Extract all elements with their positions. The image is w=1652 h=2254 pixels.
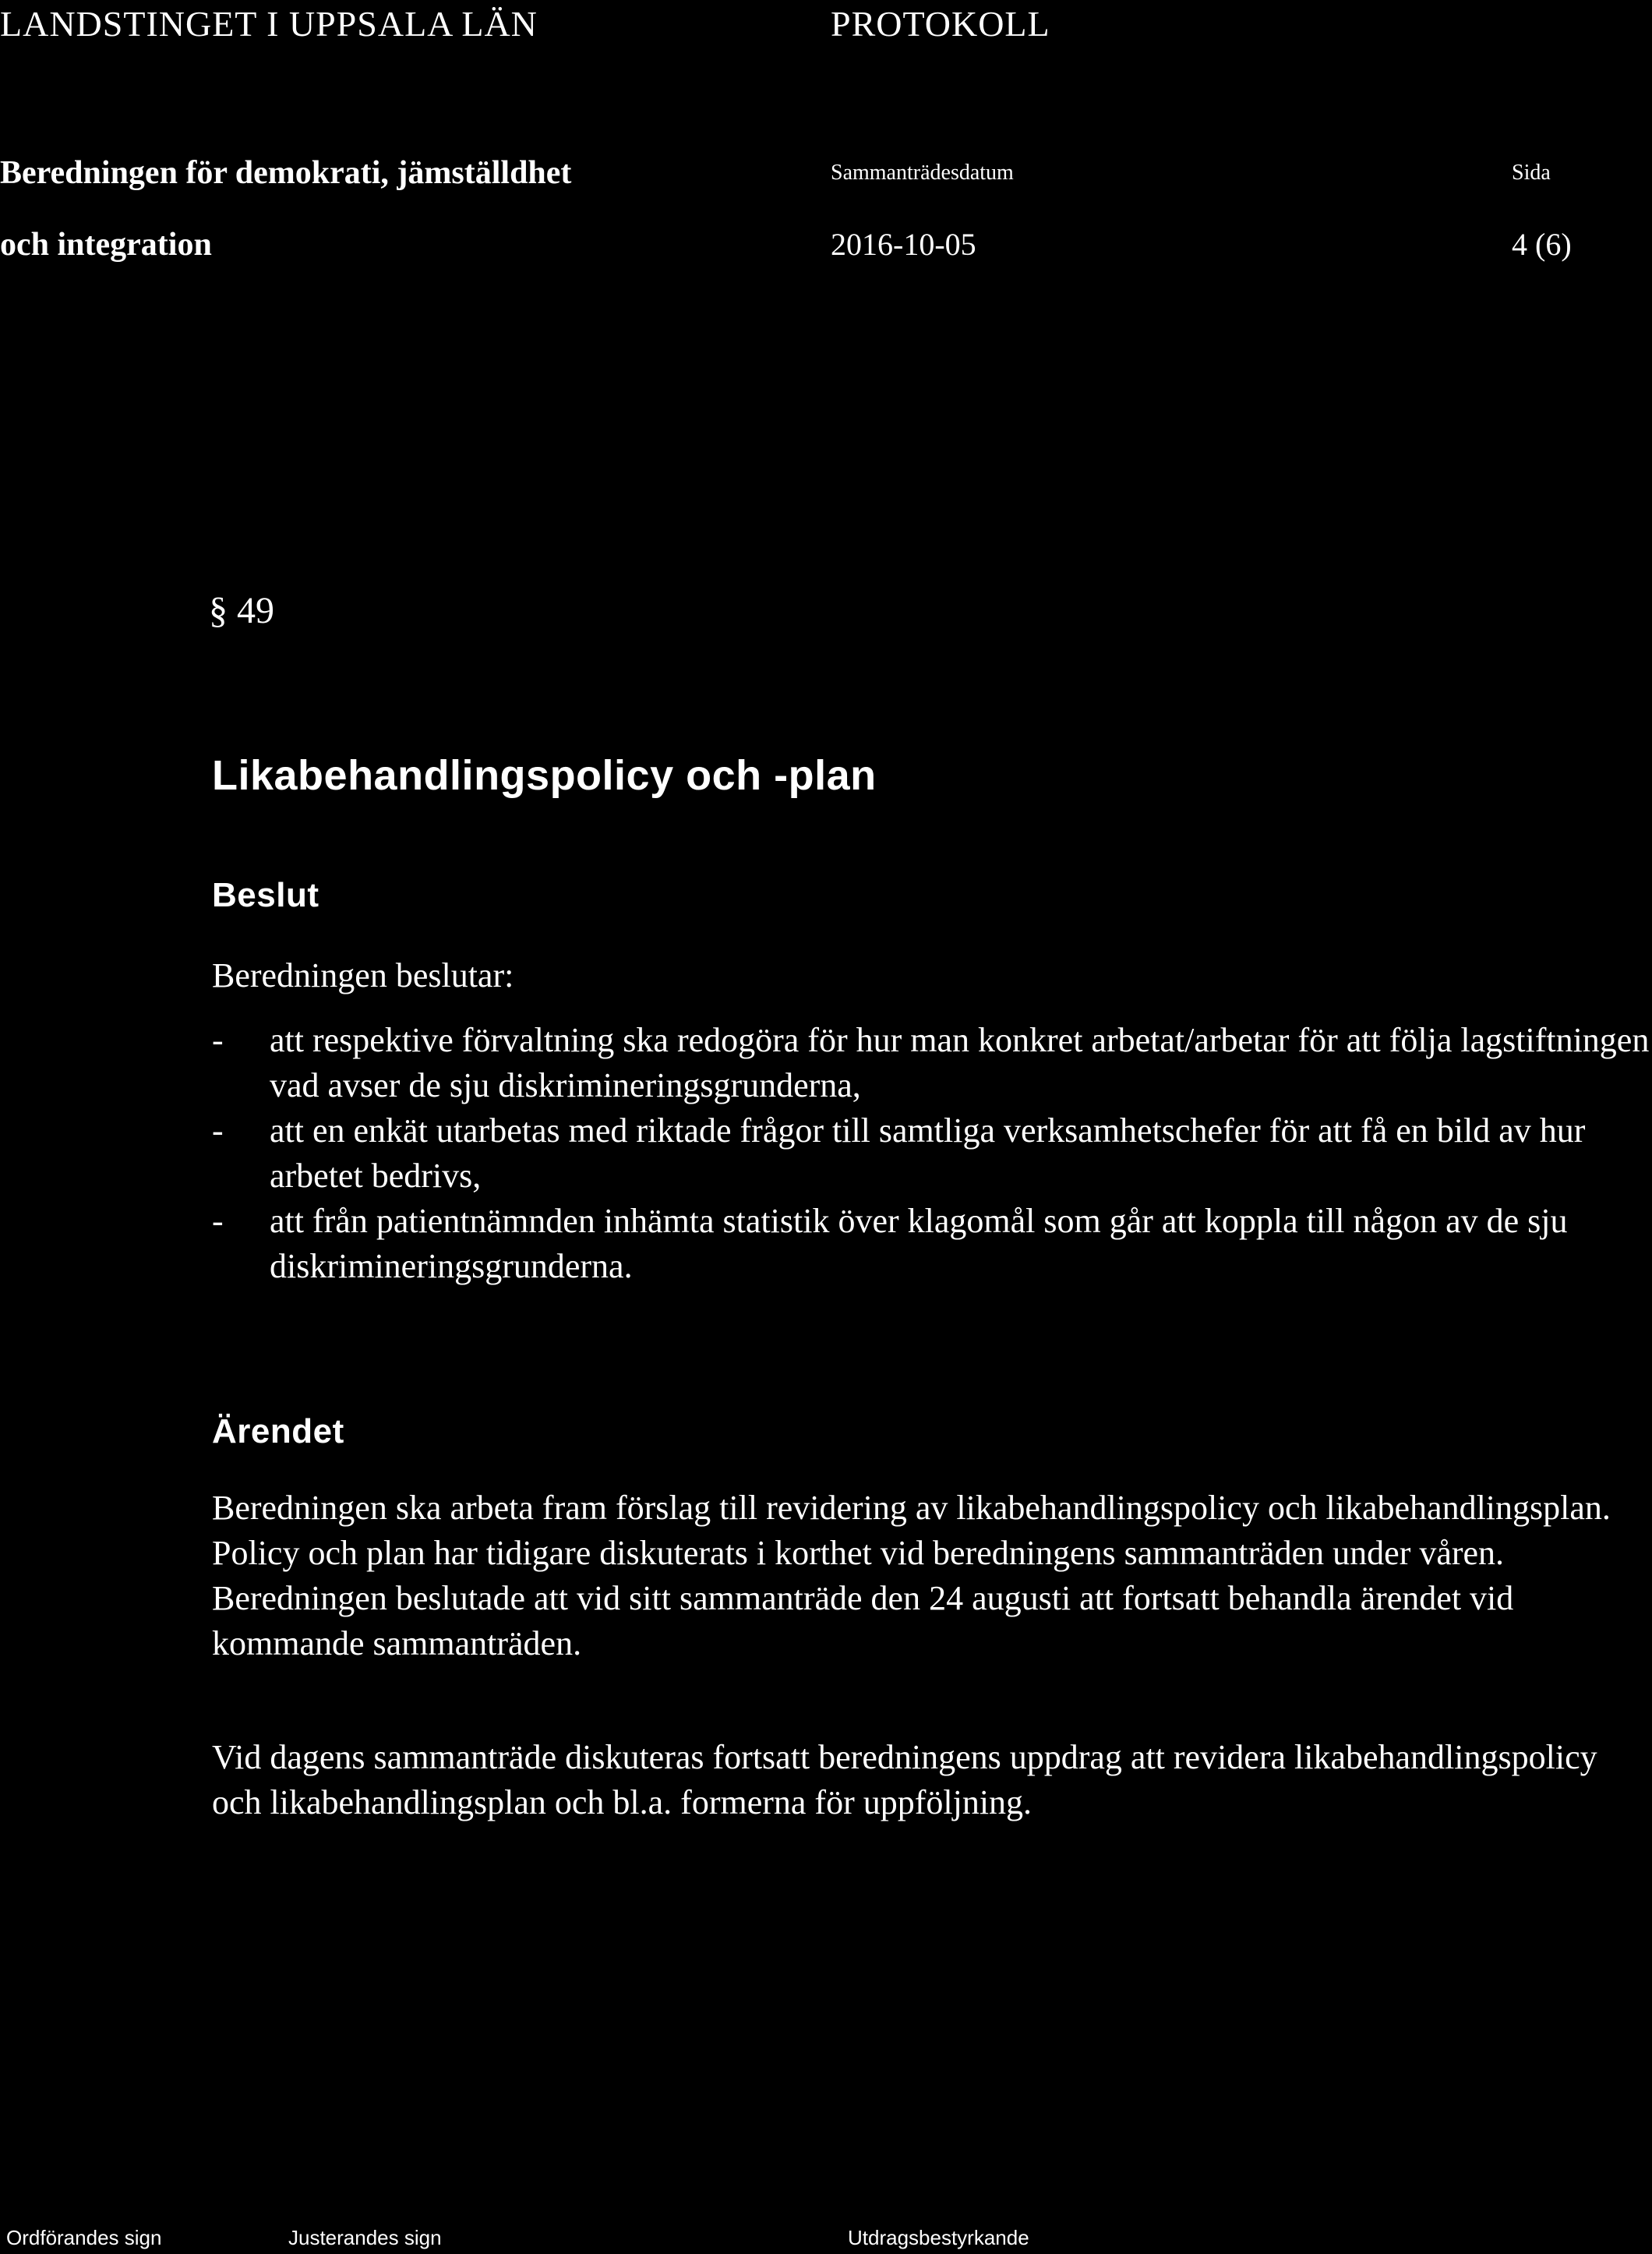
page-number: 4 (6) — [1512, 227, 1572, 262]
list-item — [212, 1018, 1652, 1108]
list-item — [212, 1199, 1652, 1289]
arendet-heading: Ärendet — [212, 1412, 344, 1450]
beslut-intro: Beredningen beslutar: — [212, 956, 514, 995]
chair-signature-label: Ordförandes sign — [6, 2226, 162, 2249]
paragraph-number: § 49 — [209, 590, 274, 631]
extract-certification-label: Utdragsbestyrkande — [848, 2226, 1029, 2249]
list-item-text: att från patientnämnden inhämta statistik över klagomål som går att koppla till någon av de sju diskrimineringsgrunderna. — [270, 1202, 1568, 1285]
list-bullet: - — [212, 1202, 224, 1240]
list-item-text: att en enkät utarbetas med riktade frågor till samtliga verksamhetschefer för att få en bild av hur arbetet bedrivs, — [270, 1111, 1586, 1195]
list-item-text: att respektive förvaltning ska redogöra för hur man konkret arbetat/arbetar för att följa lagstiftningen vad avser de sju diskrimineringsgrunderna, — [270, 1021, 1650, 1104]
meeting-date-label: Sammanträdesdatum — [831, 161, 1014, 185]
arendet-paragraph-2: Vid dagens sammanträde diskuteras fortsatt beredningens uppdrag att revidera likabehandlingspolicy och likabehandlingsplan och bl.a. formerna för uppföljning. — [212, 1738, 1597, 1821]
document-type: PROTOKOLL — [831, 4, 1050, 44]
list-item — [212, 1108, 1652, 1199]
committee-name-line1: Beredningen för demokrati, jämställdhet — [0, 155, 572, 191]
section-title: Likabehandlingspolicy och -plan — [212, 752, 877, 799]
page-label: Sida — [1512, 161, 1551, 185]
adjuster-signature-label: Justerandes sign — [288, 2226, 442, 2249]
list-bullet: - — [212, 1021, 224, 1059]
arendet-paragraph-1: Beredningen ska arbeta fram förslag till revidering av likabehandlingspolicy och likabehandlingsplan. Policy och plan har tidigare diskuterats i korthet vid beredningens sammanträden under våren. Beredningen beslutade att vid sitt sammanträde den 24 augusti att fortsatt behandla ärendet vid kommande sammanträden. — [212, 1489, 1611, 1662]
beslut-heading: Beslut — [212, 876, 319, 914]
decision-list — [212, 1018, 1652, 1289]
list-bullet: - — [212, 1111, 224, 1150]
meeting-date: 2016-10-05 — [831, 227, 976, 262]
committee-name-line2: och integration — [0, 227, 212, 263]
organization-name: LANDSTINGET I UPPSALA LÄN — [0, 4, 538, 44]
